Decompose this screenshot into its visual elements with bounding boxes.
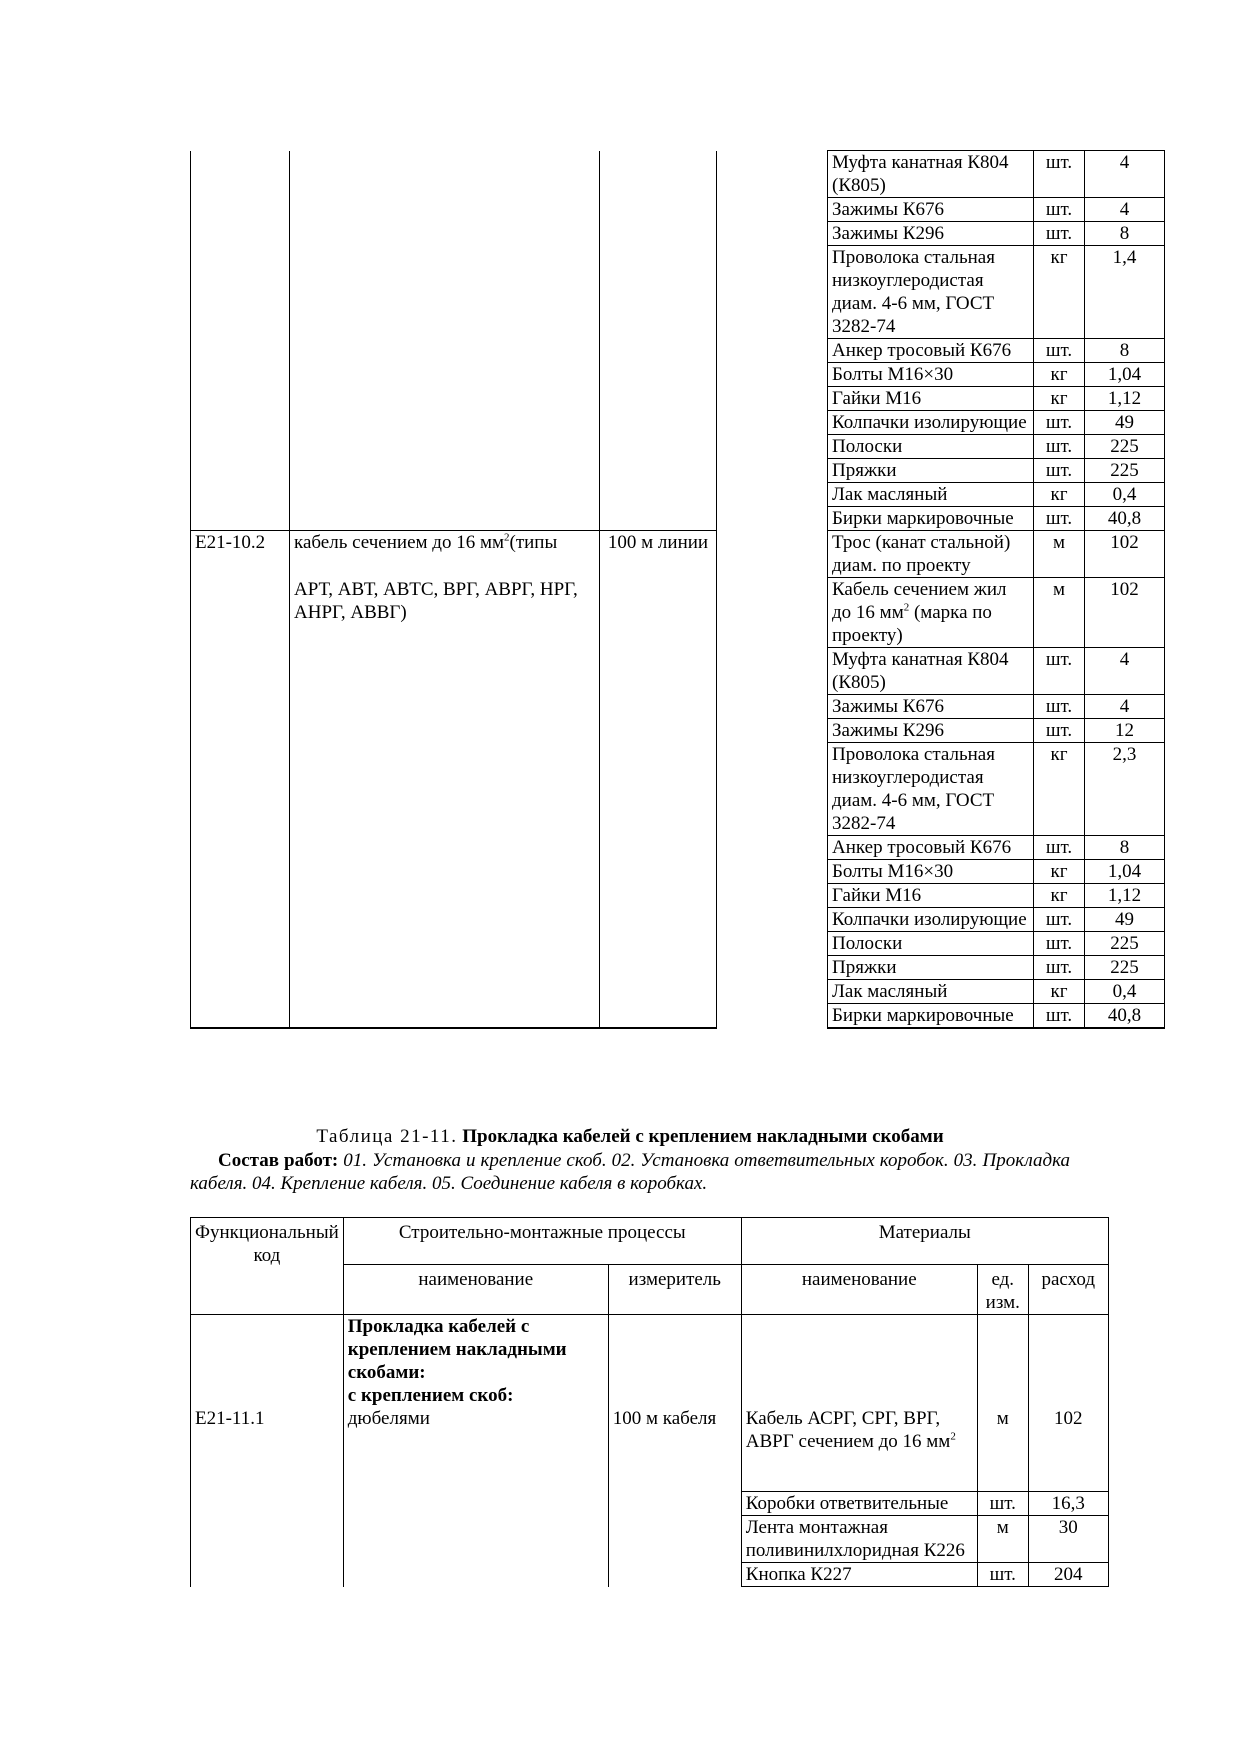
material-qty: 4 [1085, 151, 1165, 198]
header-material-name: наименование [741, 1265, 977, 1315]
material-unit: шт. [1034, 1004, 1085, 1029]
materials-table-continued [190, 150, 1165, 1029]
material-name: Полоски [828, 932, 1034, 956]
material-name: Лак масляный [828, 980, 1034, 1004]
material-name: Анкер тросовый К676 [828, 836, 1034, 860]
table-title: Прокладка кабелей с креплением накладными скобами [462, 1126, 944, 1147]
material-name: Муфта канатная К804 (К805) [828, 648, 1034, 695]
material-unit: шт. [1034, 695, 1085, 719]
header-measure: измеритель [608, 1265, 741, 1315]
material-unit: шт. [1034, 151, 1085, 198]
item-process-cell [343, 1315, 608, 1492]
item-process: кабель сечением до 16 $мм^2(типы$ [290, 531, 600, 578]
section-title: Прокладка кабелей с креплением накладными скобами: [347, 1316, 567, 1383]
material-unit: кг [1034, 246, 1085, 339]
material-name: Гайки М16 [828, 387, 1034, 411]
material-unit: кг [1034, 743, 1085, 836]
material-unit: кг [1034, 363, 1085, 387]
material-name: Болты М16×30 [828, 860, 1034, 884]
material-unit: м [1034, 531, 1085, 578]
material-unit: шт. [977, 1563, 1028, 1587]
material-name: Кабель сечением жил до 16 $мм^2$ (марка по проекту) [828, 578, 1034, 648]
header-processes: Строительно-монтажные процессы [343, 1218, 741, 1265]
table-caption [190, 1125, 1070, 1148]
material-qty: 2,3 [1085, 743, 1165, 836]
material-qty: 40,8 [1085, 1004, 1165, 1029]
table-number: Таблица 21-11. [316, 1126, 458, 1147]
item-code-cell [191, 1315, 344, 1492]
item-measure: 100 м линии [600, 531, 717, 578]
item-measure-cell [608, 1315, 741, 1492]
material-unit: кг [1034, 483, 1085, 507]
material-name: Болты М16×30 [828, 363, 1034, 387]
material-name: Анкер тросовый К676 [828, 339, 1034, 363]
material-unit: шт. [1034, 932, 1085, 956]
material-name: Колпачки изолирующие [828, 908, 1034, 932]
material-name: Лента монтажная поливинилхлоридная К226 [741, 1516, 977, 1563]
material-unit: шт. [1034, 908, 1085, 932]
material-qty: 225 [1085, 956, 1165, 980]
material-unit: м [977, 1315, 1028, 1492]
material-qty: 102 [1028, 1315, 1108, 1492]
material-qty: 8 [1085, 222, 1165, 246]
material-name: Трос (канат стальной) диам. по проекту [828, 531, 1034, 578]
material-qty: 12 [1085, 719, 1165, 743]
material-unit: шт. [1034, 198, 1085, 222]
work-composition-text: 01. Установка и крепление скоб. 02. Установка ответвительных коробок. 03. Прокладка кабеля. 04. Крепление кабеля. 05. Соединение кабеля в коробках. [190, 1150, 1071, 1194]
material-name: Бирки маркировочные [828, 507, 1034, 531]
header-qty: расход [1028, 1265, 1108, 1315]
work-composition-label: Состав работ: [218, 1150, 339, 1171]
material-name: Гайки М16 [828, 884, 1034, 908]
material-name: Зажимы К676 [828, 198, 1034, 222]
material-name: Колпачки изолирующие [828, 411, 1034, 435]
material-name: Кабель АСРГ, СРГ, ВРГ, АВРГ сечением до 16 $мм^2$ [741, 1315, 977, 1492]
material-qty: 0,4 [1085, 483, 1165, 507]
material-qty: 4 [1085, 695, 1165, 719]
material-name: Зажимы К296 [828, 222, 1034, 246]
material-unit: шт. [1034, 956, 1085, 980]
material-qty: 204 [1028, 1563, 1108, 1587]
material-unit: шт. [977, 1492, 1028, 1516]
item-process: дюбелями [347, 1408, 430, 1429]
material-qty: 225 [1085, 435, 1165, 459]
material-unit: м [1034, 578, 1085, 648]
material-qty: 40,8 [1085, 507, 1165, 531]
material-qty: 1,4 [1085, 246, 1165, 339]
material-qty: 1,12 [1085, 884, 1165, 908]
material-qty: 16,3 [1028, 1492, 1108, 1516]
material-name: Лак масляный [828, 483, 1034, 507]
header-process-name: наименование [343, 1265, 608, 1315]
material-qty: 30 [1028, 1516, 1108, 1563]
material-name: Полоски [828, 435, 1034, 459]
material-qty: 1,04 [1085, 860, 1165, 884]
material-unit: шт. [1034, 339, 1085, 363]
item-process-types: АРТ, АВТ, АВТС, ВРГ, АВРГ, НРГ, АНРГ, АВВГ) [294, 578, 578, 623]
material-name: Коробки ответвительные [741, 1492, 977, 1516]
header-unit: ед. изм. [977, 1265, 1028, 1315]
header-code: Функциональный код [191, 1218, 344, 1315]
material-unit: шт. [1034, 719, 1085, 743]
work-composition [190, 1149, 1070, 1195]
material-qty: 102 [1085, 531, 1165, 578]
material-unit: кг [1034, 387, 1085, 411]
material-qty: 4 [1085, 648, 1165, 695]
material-name: Пряжки [828, 956, 1034, 980]
material-name: Кнопка К227 [741, 1563, 977, 1587]
material-unit: шт. [1034, 435, 1085, 459]
item-code: Е21-11.1 [195, 1408, 265, 1429]
material-unit: кг [1034, 980, 1085, 1004]
material-unit: шт. [1034, 411, 1085, 435]
item-measure: 100 м кабеля [612, 1408, 717, 1429]
material-name: Зажимы К676 [828, 695, 1034, 719]
material-name: Муфта канатная К804 (К805) [828, 151, 1034, 198]
material-unit: м [977, 1516, 1028, 1563]
material-name: Проволока стальная низкоуглеродистая диам. 4-6 мм, ГОСТ 3282-74 [828, 246, 1034, 339]
material-qty: 49 [1085, 411, 1165, 435]
material-qty: 1,04 [1085, 363, 1165, 387]
material-qty: 8 [1085, 339, 1165, 363]
item-code: Е21-10.2 [191, 531, 290, 578]
material-unit: шт. [1034, 222, 1085, 246]
material-qty: 225 [1085, 459, 1165, 483]
material-name: Проволока стальная низкоуглеродистая диам. 4-6 мм, ГОСТ 3282-74 [828, 743, 1034, 836]
material-unit: кг [1034, 860, 1085, 884]
material-name: Зажимы К296 [828, 719, 1034, 743]
material-unit: шт. [1034, 507, 1085, 531]
material-unit: шт. [1034, 836, 1085, 860]
material-unit: шт. [1034, 459, 1085, 483]
header-materials: Материалы [741, 1218, 1108, 1265]
material-qty: 102 [1085, 578, 1165, 648]
material-qty: 0,4 [1085, 980, 1165, 1004]
material-qty: 1,12 [1085, 387, 1165, 411]
subsection-title: с креплением скоб: [347, 1385, 514, 1406]
material-name: Пряжки [828, 459, 1034, 483]
material-qty: 8 [1085, 836, 1165, 860]
material-unit: шт. [1034, 648, 1085, 695]
material-unit: кг [1034, 884, 1085, 908]
material-qty: 4 [1085, 198, 1165, 222]
material-qty: 49 [1085, 908, 1165, 932]
material-qty: 225 [1085, 932, 1165, 956]
cable-laying-table [190, 1217, 1109, 1587]
material-name: Бирки маркировочные [828, 1004, 1034, 1029]
